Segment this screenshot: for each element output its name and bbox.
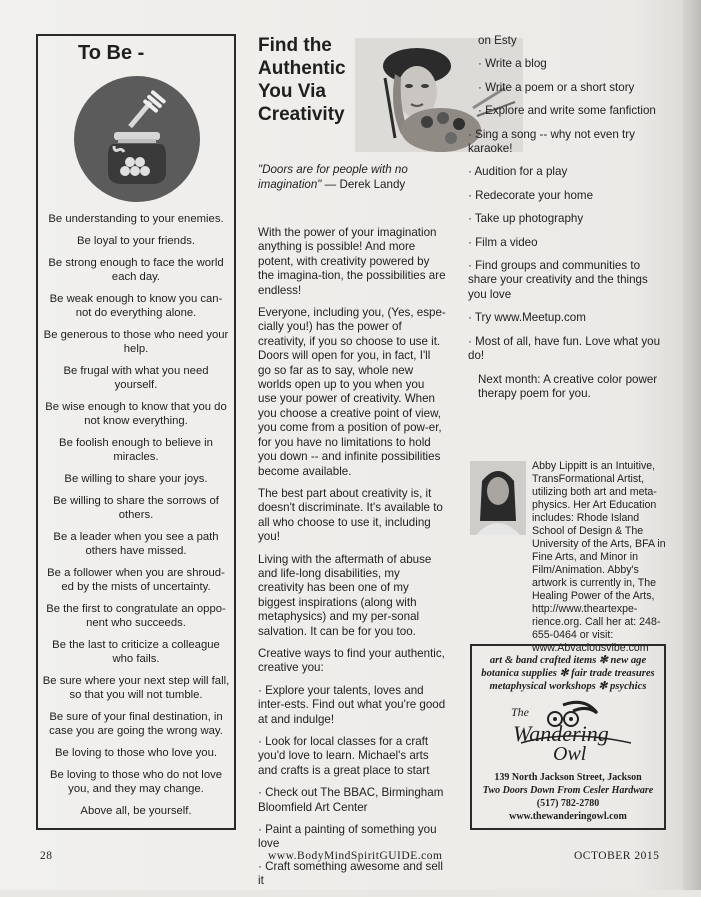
to-be-line: Be loving to those who love you. [54,747,218,759]
to-be-line: Be sure of your final destination, in case you are going the wrong way. [49,711,223,737]
to-be-line: Be willing to share the sorrows of others. [53,495,219,521]
creative-idea-item: · Check out The BBAC, Birmingham Bloomfield Art Center [258,786,444,814]
article-body-right [468,34,668,410]
creative-idea-item: on Esty [478,34,517,47]
creative-idea-item: · Redecorate your home [468,188,594,202]
creative-idea-item: · Write a blog [478,57,547,71]
to-be-line: Above all, be yourself. [80,805,192,817]
creative-idea-item: · Audition for a play [468,165,568,179]
quote-attribution: — Derek Landy [321,178,406,191]
page-spine-edge [683,0,701,890]
page-number: 28 [40,850,53,862]
creative-idea-item: · Explore your talents, loves and inter-ests. Find out what you're good at and indulge! [258,683,446,726]
ad-phone: (517) 782-2780 [536,798,600,809]
to-be-line: Be loyal to your friends. [76,235,196,247]
to-be-line: Be foolish enough to believe in miracles. [59,437,213,463]
to-be-line: Be understanding to your enemies. [48,213,224,225]
to-be-line: Be the first to congratulate an oppo-nent who succeeds. [46,603,226,629]
creative-idea-item: · Take up photography [468,212,584,226]
to-be-line: Be loving to those who do not love you, and they may change. [49,769,223,795]
author-bio-text: Abby Lippitt is an Intuitive, TransFormational Artist, utilizing both art and meta-physics. Her Art Education includes: Rhode Island School of Design & The University of the Arts, BFA in Fine Arts, and Minor in Film/Animation. Abby's artwork is currently in, The Healing Power of the Arts, http://www.theartexpe-rience.org. Call her at: 248-655-0464 or visit: www.Abvaciousvibe.com [532,460,666,654]
creative-idea-item: · Explore and write some fanfiction [478,104,656,118]
to-be-line: Be sure where your next step will fall, so that you will not tumble. [42,675,230,701]
logo-the: The [511,705,529,719]
to-be-box [36,34,236,830]
article-paragraph: Creative ways to find your authentic, creative you: [258,646,445,675]
to-be-list [42,212,230,826]
creative-idea-item: · Film a video [468,235,538,249]
creative-idea-item: · Craft something awesome and sell it [258,859,443,888]
ad-tagline-line: botanica supplies ✻ fair trade treasures [481,668,655,679]
creative-idea-item: · Look for local classes for a craft you'd love to learn. Michael's arts and crafts is a great place to start [258,735,430,777]
ad-website: www.thewanderingowl.com [509,811,627,822]
ad-tagline-line: art & band crafted items ✻ new age [489,655,647,666]
to-be-line: Be generous to those who need your help. [43,329,229,355]
footer-issue: OCTOBER 2015 [574,850,660,862]
to-be-line: Be willing to share your joys. [64,473,208,485]
ad-address: 139 North Jackson Street, Jackson [494,772,642,783]
next-month-note: Next month: A creative color power therapy poem for you. [478,372,658,400]
creative-idea-item: · Sing a song -- why not even try karaoke! [468,127,635,156]
footer-website: www.BodyMindSpiritGUIDE.com [268,850,443,862]
creative-idea-item: · Try www.Meetup.com [468,311,586,325]
wandering-owl-ad [470,644,666,830]
to-be-line: Be a follower when you are shroud-ed by the mists of uncertainty. [47,567,225,593]
logo-wandering: Wandering [513,721,609,746]
article-paragraph: Everyone, including you, (Yes, espe-cially you!) has the power of creativity, if you so choose to use it. Doors will open for you, in fact, I'll go so far as to say, whole new worlds open up to you when you use your power of creativity. When you choose a creative point of view, you come from a position of pow-er, for you have no limitations to hold you down -- and infinite possibilities become available. [258,306,446,478]
article-paragraph: The best part about creativity is, it doesn't discriminate. It's available to all who choose to use it, including you! [258,486,443,544]
to-be-title: To Be - [78,42,145,64]
ad-tagline [472,654,664,693]
wandering-owl-logo [493,699,643,769]
honey-pot-icon [74,76,200,202]
article-quote [258,162,448,192]
quote-text: "Doors are for people with no imagination" [258,163,408,191]
to-be-line: Be weak enough to know you can-not do everything alone. [49,293,223,319]
to-be-line: Be a leader when you see a path others have missed. [53,531,219,557]
creative-idea-item: · Write a poem or a short story [478,80,635,94]
logo-owl: Owl [553,743,587,765]
article-body-middle [258,226,446,897]
to-be-line: Be frugal with what you need yourself. [63,365,209,391]
author-bio [470,460,670,655]
ad-tagline-line: metaphysical workshops ✻ psychics [489,681,647,692]
creative-idea-item: · Paint a painting of something you love [258,823,437,851]
creative-idea-item: · Most of all, have fun. Love what you do! [468,334,661,363]
article-paragraph: With the power of your imagination anything is possible! And more potent, with creativity powered by the imagina-tion, the possibilities are endless! [258,226,446,297]
article-headline: Find the Authentic You Via Creativity [258,35,346,125]
creative-idea-item: · Find groups and communities to share your creativity and the things you love [468,259,648,301]
ad-directions: Two Doors Down From Cesler Hardware [482,785,654,796]
to-be-line: Be strong enough to face the world each day. [48,257,224,283]
to-be-line: Be the last to criticize a colleague who fails. [52,639,220,665]
article-paragraph: Living with the aftermath of abuse and life-long disabilities, my creativity has been one of my biggest inspirations (along with metaphysics) and my per-sonal salvation. It can be for you too. [258,552,432,638]
to-be-line: Be wise enough to know that you do not know everything. [45,401,227,427]
ad-contact [472,771,664,823]
